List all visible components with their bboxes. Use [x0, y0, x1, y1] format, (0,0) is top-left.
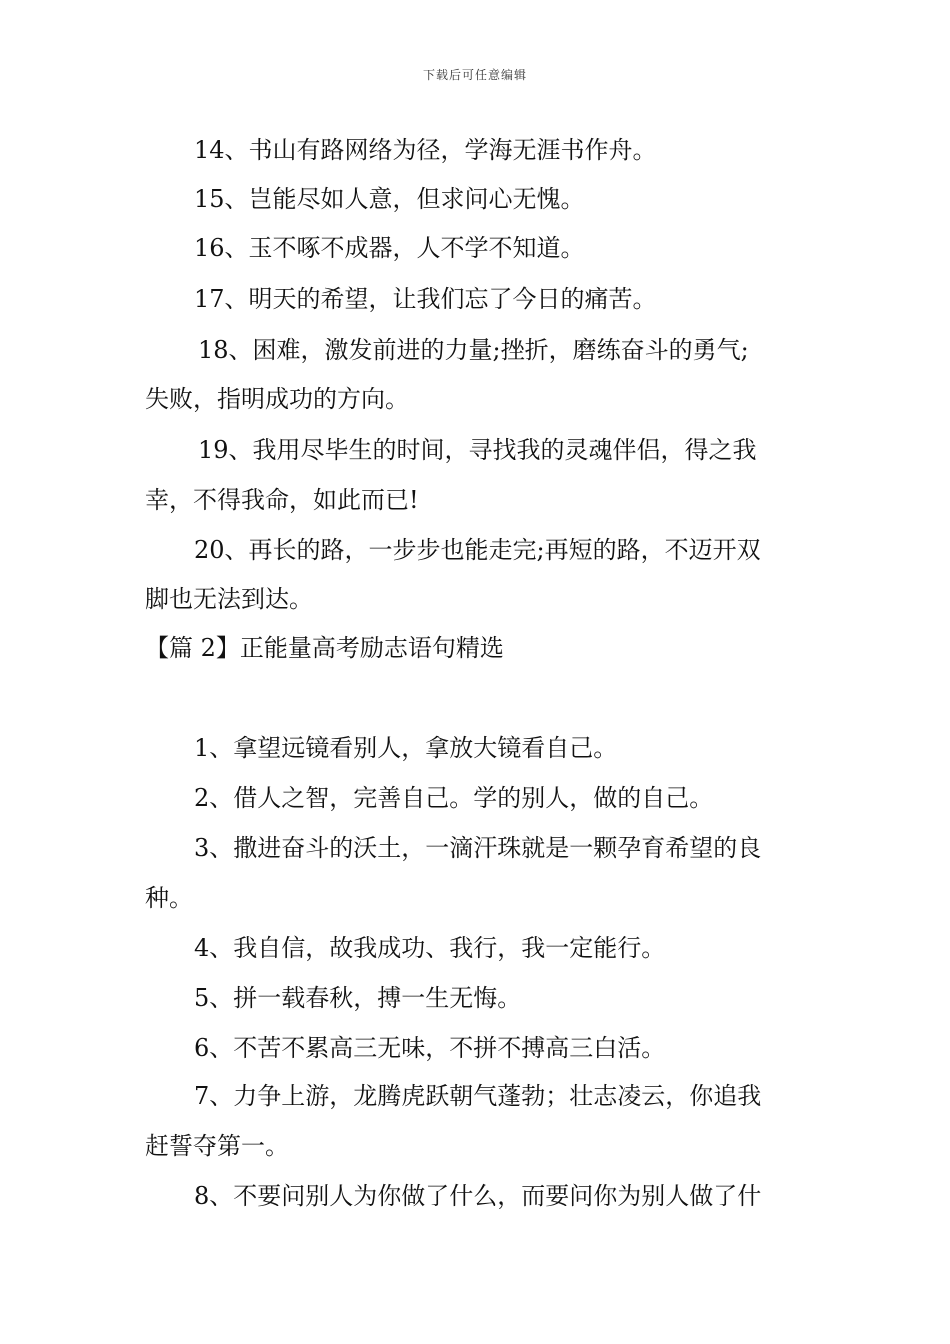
quote-14: 14、书山有路网络为径，学海无涯书作舟。 — [194, 136, 657, 164]
quote-16: 16、玉不啄不成器，人不学不知道。 — [194, 234, 585, 262]
quote-18-line2: 失败，指明成功的方向。 — [145, 385, 409, 413]
quote-6: 6、不苦不累高三无味，不拼不搏高三白活。 — [194, 1034, 666, 1062]
quote-17: 17、明天的希望，让我们忘了今日的痛苦。 — [194, 285, 657, 313]
quote-4: 4、我自信，故我成功、我行，我一定能行。 — [194, 934, 666, 962]
quote-3-line2: 种。 — [145, 884, 193, 912]
quote-1: 1、拿望远镜看别人，拿放大镜看自己。 — [194, 734, 618, 762]
section-heading: 【篇 2】正能量高考励志语句精选 — [145, 634, 504, 662]
quote-7-line1: 7、力争上游，龙腾虎跃朝气蓬勃；壮志凌云，你追我 — [194, 1082, 762, 1110]
page-header-note: 下载后可任意编辑 — [422, 68, 527, 82]
quote-19-line1: 19、我用尽毕生的时间，寻找我的灵魂伴侣，得之我 — [198, 436, 757, 464]
quote-3-line1: 3、撒进奋斗的沃土，一滴汗珠就是一颗孕育希望的良 — [194, 834, 762, 862]
quote-7-line2: 赶誓夺第一。 — [145, 1132, 289, 1160]
quote-15: 15、岂能尽如人意，但求问心无愧。 — [194, 185, 585, 213]
quote-20-line2: 脚也无法到达。 — [145, 585, 313, 613]
quote-19-line2: 幸，不得我命，如此而已! — [145, 486, 419, 514]
quote-5: 5、拼一载春秋，搏一生无悔。 — [194, 984, 522, 1012]
quote-20-line1: 20、再长的路，一步步也能走完;再短的路，不迈开双 — [194, 536, 761, 564]
quote-18-line1: 18、困难，激发前进的力量;挫折，磨练奋斗的勇气; — [198, 336, 749, 364]
quote-8-line1: 8、不要问别人为你做了什么，而要问你为别人做了什 — [194, 1182, 762, 1210]
quote-2: 2、借人之智，完善自己。学的别人，做的自己。 — [194, 784, 714, 812]
